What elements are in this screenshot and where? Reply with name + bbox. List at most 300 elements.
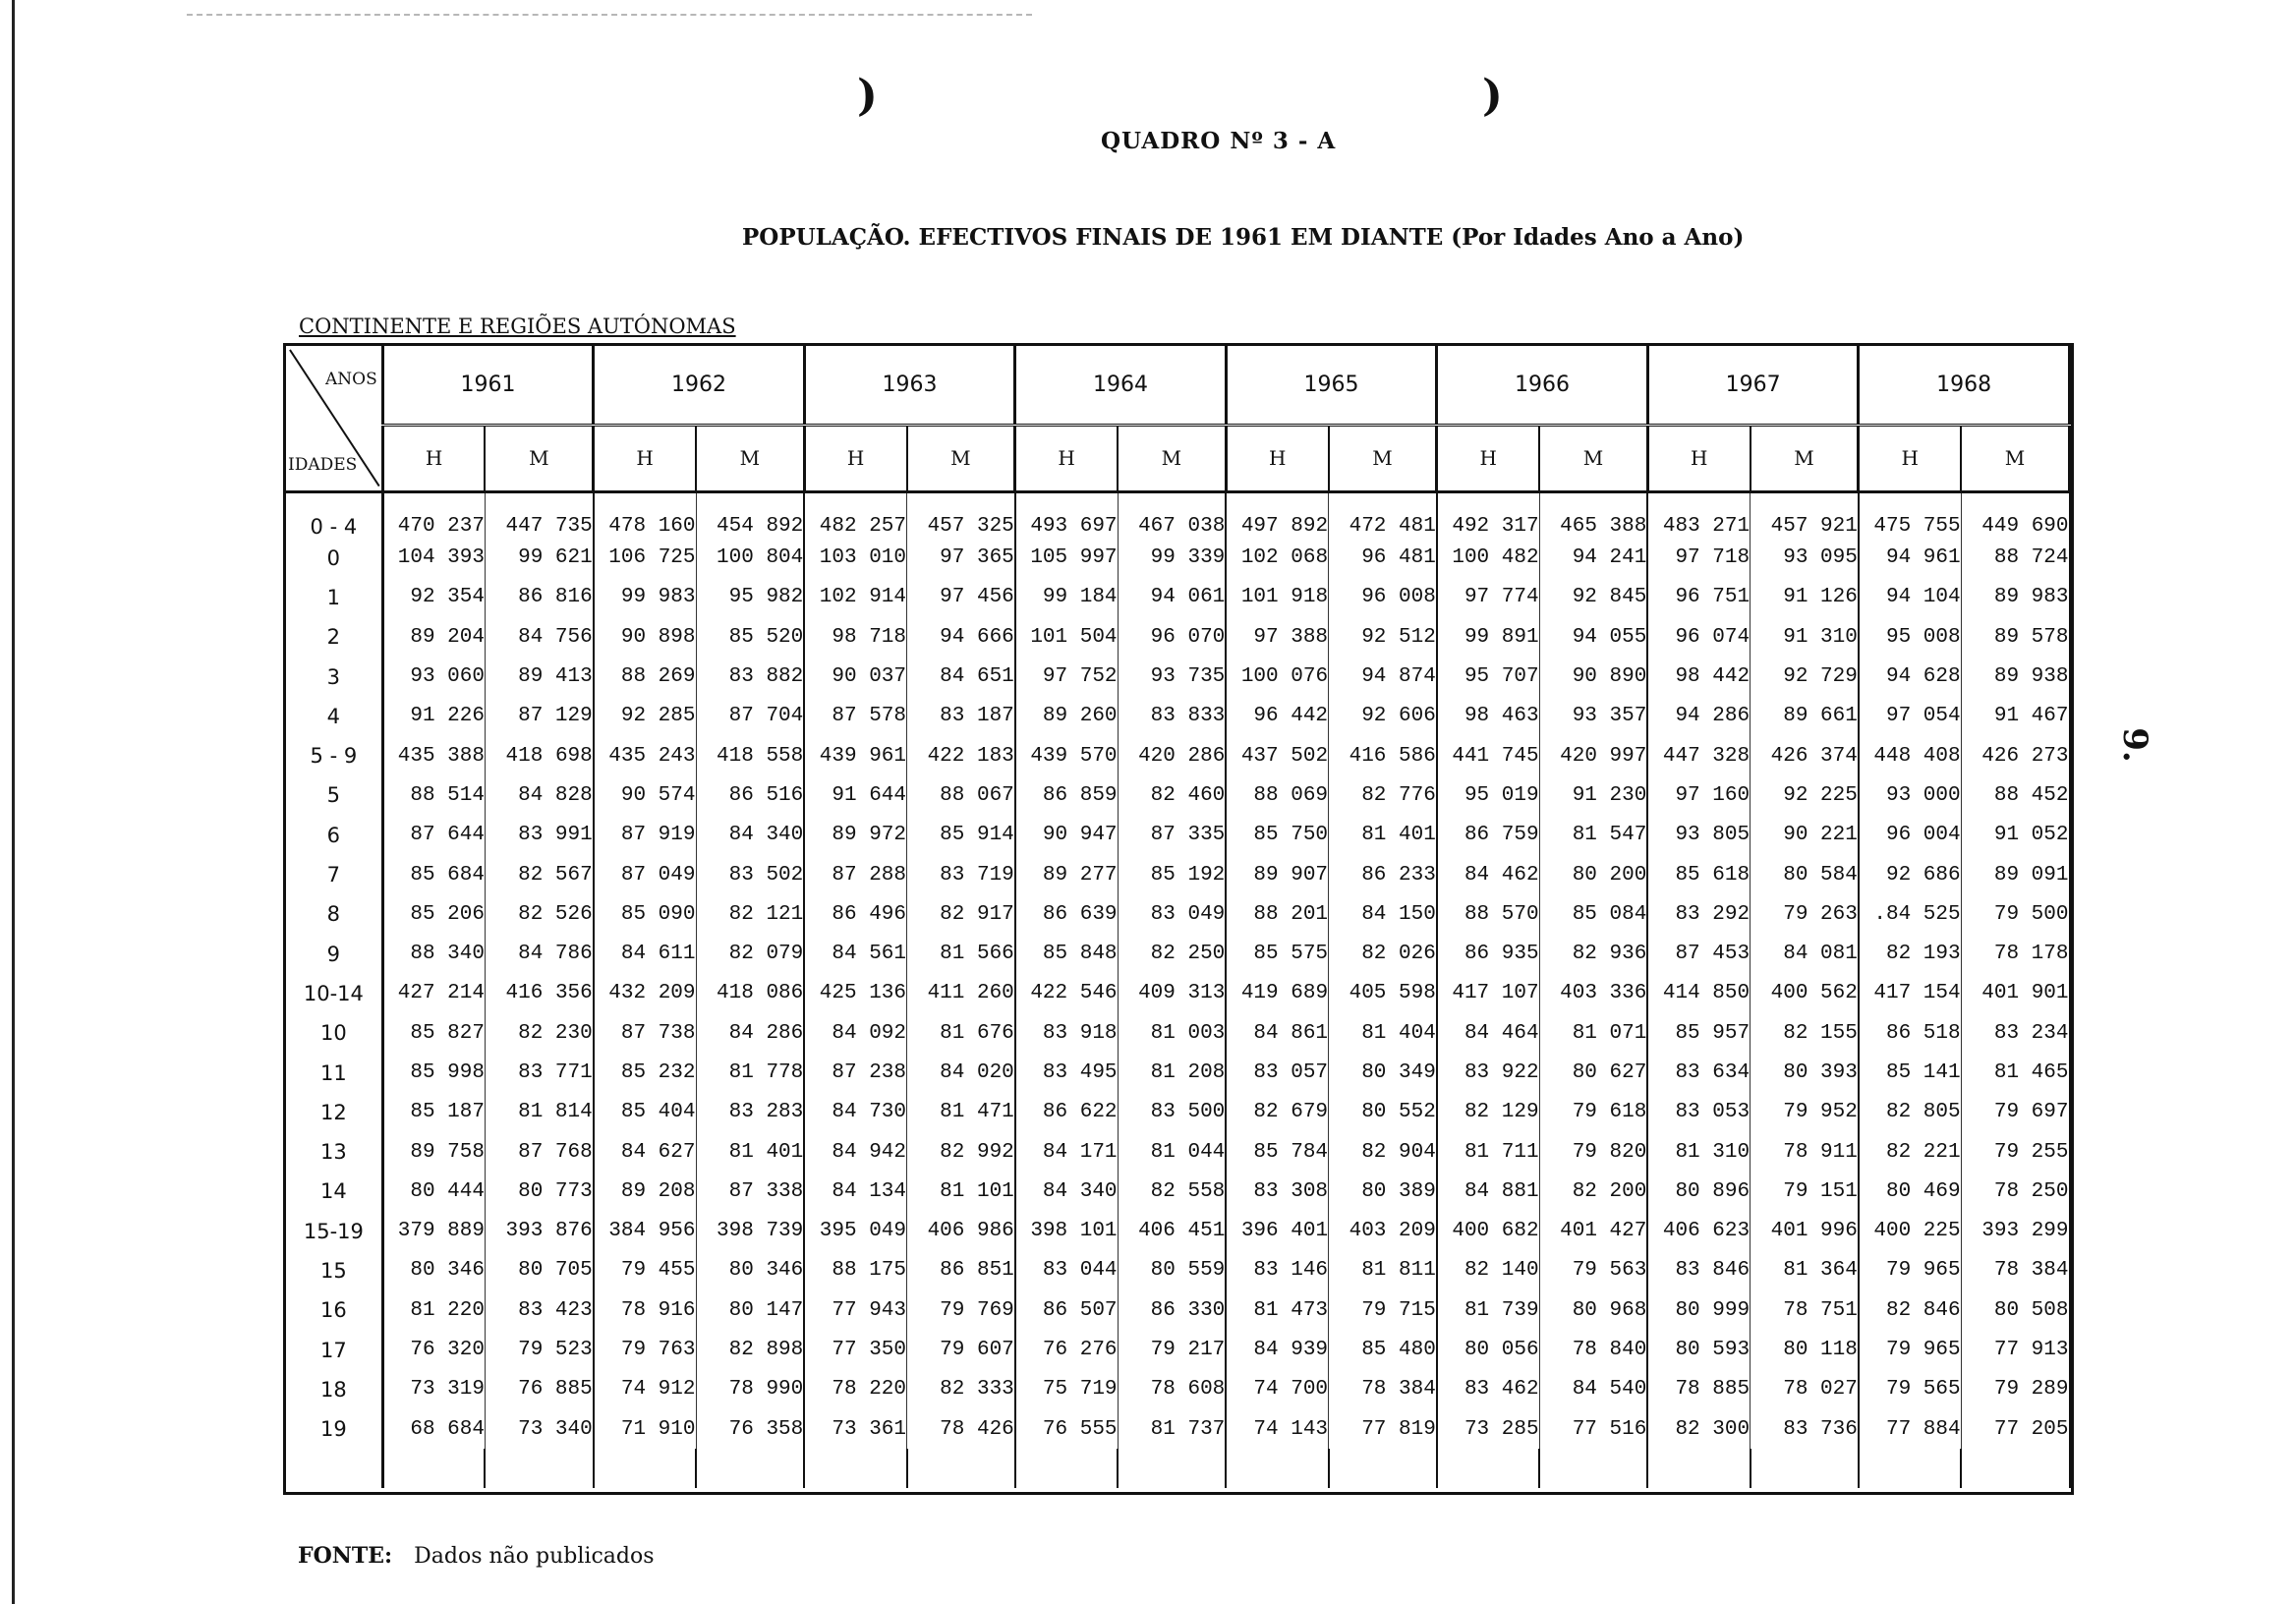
cell-mulheres: 96 481 bbox=[1329, 539, 1437, 578]
cell-homens: 83 495 bbox=[1015, 1053, 1118, 1092]
cell-mulheres: 80 627 bbox=[1539, 1053, 1647, 1092]
sex-header-h: H bbox=[1015, 425, 1118, 491]
table-number: QUADRO Nº 3 - A bbox=[1101, 128, 1337, 154]
cell-mulheres: 401 427 bbox=[1539, 1212, 1647, 1251]
cell-homens: 81 711 bbox=[1437, 1132, 1539, 1172]
cell-homens: 80 469 bbox=[1859, 1172, 1961, 1211]
cell-homens: 379 889 bbox=[382, 1212, 485, 1251]
cell-mulheres: 81 364 bbox=[1751, 1251, 1859, 1290]
cell-homens: 439 961 bbox=[804, 736, 906, 775]
cell-mulheres: 393 876 bbox=[485, 1212, 593, 1251]
cell-mulheres: 95 982 bbox=[696, 578, 804, 617]
cell-mulheres: 87 335 bbox=[1118, 816, 1226, 855]
cell-homens: 105 997 bbox=[1015, 539, 1118, 578]
cell-mulheres: 78 911 bbox=[1751, 1132, 1859, 1172]
cell-mulheres: 83 283 bbox=[696, 1093, 804, 1132]
cell-homens: 417 154 bbox=[1859, 974, 1961, 1013]
cell-homens: 427 214 bbox=[382, 974, 485, 1013]
cell-homens: 85 957 bbox=[1647, 1013, 1750, 1053]
year-header: 1962 bbox=[594, 346, 805, 425]
cell-homens: 82 221 bbox=[1859, 1132, 1961, 1172]
cell-homens: 406 623 bbox=[1647, 1212, 1750, 1251]
cell-homens: 73 361 bbox=[804, 1409, 906, 1449]
cell-homens: 75 719 bbox=[1015, 1370, 1118, 1409]
cell-homens: 86 507 bbox=[1015, 1290, 1118, 1330]
cell-homens: 90 898 bbox=[594, 617, 696, 657]
cell-homens: 85 187 bbox=[382, 1093, 485, 1132]
cell-homens: 80 593 bbox=[1647, 1330, 1750, 1369]
cell-mulheres: 401 996 bbox=[1751, 1212, 1859, 1251]
age-label: 15 bbox=[286, 1251, 382, 1290]
spacer-cell bbox=[1437, 1449, 1539, 1488]
sex-header-m: M bbox=[1961, 425, 2069, 491]
cell-homens: 384 956 bbox=[594, 1212, 696, 1251]
cell-mulheres: 76 885 bbox=[485, 1370, 593, 1409]
cell-homens: 441 745 bbox=[1437, 736, 1539, 775]
cell-mulheres: 83 187 bbox=[907, 697, 1015, 736]
table-row bbox=[286, 1093, 2070, 1132]
cell-mulheres: 83 234 bbox=[1961, 1013, 2069, 1053]
table-row bbox=[286, 657, 2070, 696]
cell-mulheres: 78 990 bbox=[696, 1370, 804, 1409]
cell-mulheres: 79 952 bbox=[1751, 1093, 1859, 1132]
cell-mulheres: 97 365 bbox=[907, 539, 1015, 578]
cell-mulheres: 94 061 bbox=[1118, 578, 1226, 617]
cell-homens: 88 201 bbox=[1226, 894, 1328, 934]
cell-mulheres: 92 512 bbox=[1329, 617, 1437, 657]
cell-homens: 83 922 bbox=[1437, 1053, 1539, 1092]
table-row bbox=[286, 1290, 2070, 1330]
cell-homens: 92 686 bbox=[1859, 855, 1961, 894]
cell-homens: 74 912 bbox=[594, 1370, 696, 1409]
cell-homens: 84 881 bbox=[1437, 1172, 1539, 1211]
cell-homens: 79 565 bbox=[1859, 1370, 1961, 1409]
cell-mulheres: 82 121 bbox=[696, 894, 804, 934]
cell-mulheres: 82 333 bbox=[907, 1370, 1015, 1409]
table-row bbox=[286, 1013, 2070, 1053]
cell-mulheres: 90 890 bbox=[1539, 657, 1647, 696]
cell-homens: 78 885 bbox=[1647, 1370, 1750, 1409]
cell-mulheres: 85 084 bbox=[1539, 894, 1647, 934]
age-label: 17 bbox=[286, 1330, 382, 1369]
cell-mulheres: 80 118 bbox=[1751, 1330, 1859, 1369]
spacer-cell bbox=[696, 1449, 804, 1488]
source-note bbox=[298, 1543, 655, 1569]
cell-homens: 93 000 bbox=[1859, 775, 1961, 815]
cell-homens: 86 859 bbox=[1015, 775, 1118, 815]
cell-homens: 103 010 bbox=[804, 539, 906, 578]
cell-mulheres: 418 086 bbox=[696, 974, 804, 1013]
cell-mulheres: 81 778 bbox=[696, 1053, 804, 1092]
cell-homens: 97 054 bbox=[1859, 697, 1961, 736]
cell-mulheres: 88 067 bbox=[907, 775, 1015, 815]
spacer-cell bbox=[286, 1449, 382, 1488]
cell-homens: 96 074 bbox=[1647, 617, 1750, 657]
cell-homens: 104 393 bbox=[382, 539, 485, 578]
cell-homens: 89 972 bbox=[804, 816, 906, 855]
cell-homens: 84 464 bbox=[1437, 1013, 1539, 1053]
cell-mulheres: 93 735 bbox=[1118, 657, 1226, 696]
cell-mulheres: 82 460 bbox=[1118, 775, 1226, 815]
cell-mulheres: 401 901 bbox=[1961, 974, 2069, 1013]
cell-homens: 82 140 bbox=[1437, 1251, 1539, 1290]
sex-header-m: M bbox=[1539, 425, 1647, 491]
cell-homens: 82 805 bbox=[1859, 1093, 1961, 1132]
cell-homens: 83 146 bbox=[1226, 1251, 1328, 1290]
cell-homens: 400 225 bbox=[1859, 1212, 1961, 1251]
cell-mulheres: 78 426 bbox=[907, 1409, 1015, 1449]
cell-homens: 97 160 bbox=[1647, 775, 1750, 815]
cell-mulheres: 80 389 bbox=[1329, 1172, 1437, 1211]
table-row bbox=[286, 1370, 2070, 1409]
cell-mulheres: 82 936 bbox=[1539, 934, 1647, 973]
cell-homens: 435 243 bbox=[594, 736, 696, 775]
cell-mulheres: 426 273 bbox=[1961, 736, 2069, 775]
cell-mulheres: 418 558 bbox=[696, 736, 804, 775]
cell-homens: 492 317 bbox=[1437, 491, 1539, 539]
sex-header-h: H bbox=[804, 425, 906, 491]
spacer-cell bbox=[1961, 1449, 2069, 1488]
cell-mulheres: 426 374 bbox=[1751, 736, 1859, 775]
spacer-cell bbox=[1226, 1449, 1328, 1488]
table-row bbox=[286, 617, 2070, 657]
cell-homens: 91 644 bbox=[804, 775, 906, 815]
population-table-frame bbox=[283, 343, 2074, 1495]
cell-mulheres: 100 804 bbox=[696, 539, 804, 578]
cell-homens: 84 561 bbox=[804, 934, 906, 973]
table-row bbox=[286, 1409, 2070, 1449]
cell-mulheres: 80 147 bbox=[696, 1290, 804, 1330]
cell-homens: 83 634 bbox=[1647, 1053, 1750, 1092]
cell-homens: 92 354 bbox=[382, 578, 485, 617]
cell-mulheres: 79 563 bbox=[1539, 1251, 1647, 1290]
cell-mulheres: 78 250 bbox=[1961, 1172, 2069, 1211]
cell-homens: 96 004 bbox=[1859, 816, 1961, 855]
cell-homens: 88 269 bbox=[594, 657, 696, 696]
cell-homens: 96 442 bbox=[1226, 697, 1328, 736]
cell-homens: 85 404 bbox=[594, 1093, 696, 1132]
cell-mulheres: 82 904 bbox=[1329, 1132, 1437, 1172]
cell-mulheres: 82 898 bbox=[696, 1330, 804, 1369]
spacer-cell bbox=[804, 1449, 906, 1488]
cell-homens: 73 285 bbox=[1437, 1409, 1539, 1449]
cell-mulheres: 85 914 bbox=[907, 816, 1015, 855]
cell-mulheres: 93 357 bbox=[1539, 697, 1647, 736]
cell-mulheres: 81 676 bbox=[907, 1013, 1015, 1053]
cell-mulheres: 84 540 bbox=[1539, 1370, 1647, 1409]
cell-mulheres: 92 729 bbox=[1751, 657, 1859, 696]
page-number: 9. bbox=[2114, 727, 2154, 763]
age-label: 6 bbox=[286, 816, 382, 855]
cell-mulheres: 81 401 bbox=[696, 1132, 804, 1172]
spacer-cell bbox=[594, 1449, 696, 1488]
cell-mulheres: 79 500 bbox=[1961, 894, 2069, 934]
cell-homens: 89 907 bbox=[1226, 855, 1328, 894]
sex-header-m: M bbox=[1118, 425, 1226, 491]
cell-mulheres: 96 070 bbox=[1118, 617, 1226, 657]
age-label: 8 bbox=[286, 894, 382, 934]
cell-mulheres: 81 811 bbox=[1329, 1251, 1437, 1290]
cell-homens: 89 260 bbox=[1015, 697, 1118, 736]
age-label: 4 bbox=[286, 697, 382, 736]
cell-mulheres: 83 049 bbox=[1118, 894, 1226, 934]
sex-header-m: M bbox=[485, 425, 593, 491]
cell-mulheres: 82 526 bbox=[485, 894, 593, 934]
cell-homens: 88 514 bbox=[382, 775, 485, 815]
cell-mulheres: 82 567 bbox=[485, 855, 593, 894]
cell-mulheres: 91 310 bbox=[1751, 617, 1859, 657]
cell-mulheres: 97 456 bbox=[907, 578, 1015, 617]
table-row bbox=[286, 1172, 2070, 1211]
cell-homens: 83 292 bbox=[1647, 894, 1750, 934]
cell-mulheres: 78 027 bbox=[1751, 1370, 1859, 1409]
population-table bbox=[286, 346, 2071, 1488]
cell-homens: 84 942 bbox=[804, 1132, 906, 1172]
cell-homens: 89 758 bbox=[382, 1132, 485, 1172]
table-row bbox=[286, 539, 2070, 578]
cell-mulheres: 467 038 bbox=[1118, 491, 1226, 539]
cell-homens: 98 718 bbox=[804, 617, 906, 657]
table-row bbox=[286, 697, 2070, 736]
spacer-cell bbox=[1859, 1449, 1961, 1488]
cell-mulheres: 91 230 bbox=[1539, 775, 1647, 815]
cell-mulheres: 79 523 bbox=[485, 1330, 593, 1369]
table-row bbox=[286, 934, 2070, 973]
cell-mulheres: 449 690 bbox=[1961, 491, 2069, 539]
cell-mulheres: 80 584 bbox=[1751, 855, 1859, 894]
cell-mulheres: 84 828 bbox=[485, 775, 593, 815]
document-title: POPULAÇÃO. EFECTIVOS FINAIS DE 1961 EM DIANTE (Por Idades Ano a Ano) bbox=[742, 224, 1745, 251]
cell-mulheres: 81 465 bbox=[1961, 1053, 2069, 1092]
spacer-cell bbox=[1329, 1449, 1437, 1488]
cell-mulheres: 83 500 bbox=[1118, 1093, 1226, 1132]
cell-mulheres: 411 260 bbox=[907, 974, 1015, 1013]
table-row bbox=[286, 816, 2070, 855]
cell-homens: 97 774 bbox=[1437, 578, 1539, 617]
cell-homens: 84 939 bbox=[1226, 1330, 1328, 1369]
cell-homens: 87 288 bbox=[804, 855, 906, 894]
cell-mulheres: 83 423 bbox=[485, 1290, 593, 1330]
cell-mulheres: 91 467 bbox=[1961, 697, 2069, 736]
cell-mulheres: 89 413 bbox=[485, 657, 593, 696]
cell-mulheres: 80 705 bbox=[485, 1251, 593, 1290]
cell-mulheres: 82 250 bbox=[1118, 934, 1226, 973]
cell-mulheres: 83 502 bbox=[696, 855, 804, 894]
cell-homens: 85 684 bbox=[382, 855, 485, 894]
age-label: 7 bbox=[286, 855, 382, 894]
cell-homens: 448 408 bbox=[1859, 736, 1961, 775]
table-row bbox=[286, 491, 2070, 539]
cell-mulheres: 82 026 bbox=[1329, 934, 1437, 973]
cell-homens: 78 220 bbox=[804, 1370, 906, 1409]
cell-homens: 86 518 bbox=[1859, 1013, 1961, 1053]
cell-homens: 400 682 bbox=[1437, 1212, 1539, 1251]
cell-homens: 93 060 bbox=[382, 657, 485, 696]
cell-mulheres: 87 338 bbox=[696, 1172, 804, 1211]
age-label: 15-19 bbox=[286, 1212, 382, 1251]
cell-mulheres: 91 052 bbox=[1961, 816, 2069, 855]
cell-mulheres: 79 607 bbox=[907, 1330, 1015, 1369]
cell-homens: 85 090 bbox=[594, 894, 696, 934]
cell-homens: 475 755 bbox=[1859, 491, 1961, 539]
cell-mulheres: 403 209 bbox=[1329, 1212, 1437, 1251]
cell-homens: 85 784 bbox=[1226, 1132, 1328, 1172]
cell-mulheres: 79 217 bbox=[1118, 1330, 1226, 1369]
cell-mulheres: 86 816 bbox=[485, 578, 593, 617]
cell-mulheres: 76 358 bbox=[696, 1409, 804, 1449]
region-label: CONTINENTE E REGIÕES AUTÓNOMAS bbox=[299, 315, 736, 338]
cell-mulheres: 89 578 bbox=[1961, 617, 2069, 657]
cell-homens: 86 622 bbox=[1015, 1093, 1118, 1132]
cell-homens: 398 101 bbox=[1015, 1212, 1118, 1251]
cell-mulheres: 87 768 bbox=[485, 1132, 593, 1172]
cell-homens: 100 076 bbox=[1226, 657, 1328, 696]
cell-mulheres: 465 388 bbox=[1539, 491, 1647, 539]
cell-mulheres: 78 840 bbox=[1539, 1330, 1647, 1369]
cell-mulheres: 83 736 bbox=[1751, 1409, 1859, 1449]
table-row bbox=[286, 894, 2070, 934]
cell-homens: 99 891 bbox=[1437, 617, 1539, 657]
cell-mulheres: 83 991 bbox=[485, 816, 593, 855]
spacer-cell bbox=[1647, 1449, 1750, 1488]
cell-homens: 85 206 bbox=[382, 894, 485, 934]
cell-mulheres: 403 336 bbox=[1539, 974, 1647, 1013]
cell-mulheres: 398 739 bbox=[696, 1212, 804, 1251]
cell-homens: 419 689 bbox=[1226, 974, 1328, 1013]
cell-mulheres: 89 983 bbox=[1961, 578, 2069, 617]
cell-homens: 95 707 bbox=[1437, 657, 1539, 696]
cell-homens: 87 049 bbox=[594, 855, 696, 894]
cell-mulheres: 88 452 bbox=[1961, 775, 2069, 815]
cell-homens: 83 846 bbox=[1647, 1251, 1750, 1290]
cell-mulheres: 85 480 bbox=[1329, 1330, 1437, 1369]
cell-homens: 106 725 bbox=[594, 539, 696, 578]
cell-homens: 102 068 bbox=[1226, 539, 1328, 578]
cell-homens: 68 684 bbox=[382, 1409, 485, 1449]
cell-mulheres: 87 704 bbox=[696, 697, 804, 736]
age-label: 13 bbox=[286, 1132, 382, 1172]
cell-homens: 478 160 bbox=[594, 491, 696, 539]
table-row bbox=[286, 1053, 2070, 1092]
cell-mulheres: 81 003 bbox=[1118, 1013, 1226, 1053]
cell-mulheres: 457 921 bbox=[1751, 491, 1859, 539]
cell-mulheres: 80 508 bbox=[1961, 1290, 2069, 1330]
cell-homens: 81 739 bbox=[1437, 1290, 1539, 1330]
cell-homens: 80 896 bbox=[1647, 1172, 1750, 1211]
cell-homens: 71 910 bbox=[594, 1409, 696, 1449]
year-header: 1967 bbox=[1647, 346, 1859, 425]
cell-homens: 94 628 bbox=[1859, 657, 1961, 696]
cell-homens: 83 053 bbox=[1647, 1093, 1750, 1132]
cell-homens: 79 763 bbox=[594, 1330, 696, 1369]
cell-homens: 86 935 bbox=[1437, 934, 1539, 973]
cell-homens: 447 328 bbox=[1647, 736, 1750, 775]
cell-mulheres: 79 715 bbox=[1329, 1290, 1437, 1330]
cell-homens: 83 918 bbox=[1015, 1013, 1118, 1053]
cell-mulheres: 80 552 bbox=[1329, 1093, 1437, 1132]
cell-mulheres: 406 986 bbox=[907, 1212, 1015, 1251]
age-label: 5 - 9 bbox=[286, 736, 382, 775]
table-corner-header bbox=[286, 346, 382, 491]
cell-homens: 81 220 bbox=[382, 1290, 485, 1330]
table-row bbox=[286, 1132, 2070, 1172]
cell-mulheres: 78 384 bbox=[1961, 1251, 2069, 1290]
cell-homens: 77 350 bbox=[804, 1330, 906, 1369]
age-label: 10-14 bbox=[286, 974, 382, 1013]
cell-mulheres: 81 101 bbox=[907, 1172, 1015, 1211]
cell-mulheres: 79 263 bbox=[1751, 894, 1859, 934]
cell-mulheres: 80 773 bbox=[485, 1172, 593, 1211]
year-header: 1963 bbox=[804, 346, 1015, 425]
cell-mulheres: 89 938 bbox=[1961, 657, 2069, 696]
cell-homens: 84 462 bbox=[1437, 855, 1539, 894]
cell-mulheres: 79 151 bbox=[1751, 1172, 1859, 1211]
cell-homens: 85 998 bbox=[382, 1053, 485, 1092]
cell-homens: 79 965 bbox=[1859, 1330, 1961, 1369]
sex-header-h: H bbox=[1437, 425, 1539, 491]
cell-homens: 83 462 bbox=[1437, 1370, 1539, 1409]
sex-header-m: M bbox=[696, 425, 804, 491]
cell-homens: 87 578 bbox=[804, 697, 906, 736]
cell-homens: 83 044 bbox=[1015, 1251, 1118, 1290]
cell-mulheres: 79 618 bbox=[1539, 1093, 1647, 1132]
cell-mulheres: 472 481 bbox=[1329, 491, 1437, 539]
cell-mulheres: 78 608 bbox=[1118, 1370, 1226, 1409]
cell-homens: 87 919 bbox=[594, 816, 696, 855]
page-margin-rule bbox=[12, 0, 15, 1604]
cell-homens: 95 019 bbox=[1437, 775, 1539, 815]
cell-mulheres: 79 255 bbox=[1961, 1132, 2069, 1172]
cell-homens: 88 069 bbox=[1226, 775, 1328, 815]
cell-mulheres: 406 451 bbox=[1118, 1212, 1226, 1251]
spacer-cell bbox=[1118, 1449, 1226, 1488]
cell-homens: 425 136 bbox=[804, 974, 906, 1013]
cell-mulheres: 457 325 bbox=[907, 491, 1015, 539]
cell-homens: 396 401 bbox=[1226, 1212, 1328, 1251]
cell-mulheres: 416 586 bbox=[1329, 736, 1437, 775]
cell-mulheres: 80 349 bbox=[1329, 1053, 1437, 1092]
spacer-cell bbox=[1015, 1449, 1118, 1488]
cell-mulheres: 418 698 bbox=[485, 736, 593, 775]
cell-homens: 84 861 bbox=[1226, 1013, 1328, 1053]
cell-mulheres: 90 221 bbox=[1751, 816, 1859, 855]
spacer-cell bbox=[1751, 1449, 1859, 1488]
corner-label-years: ANOS bbox=[324, 370, 377, 389]
cell-homens: 395 049 bbox=[804, 1212, 906, 1251]
scan-artifact-line bbox=[187, 14, 1032, 18]
cell-mulheres: 85 192 bbox=[1118, 855, 1226, 894]
cell-mulheres: 77 819 bbox=[1329, 1409, 1437, 1449]
age-label: 12 bbox=[286, 1093, 382, 1132]
spacer-cell bbox=[907, 1449, 1015, 1488]
cell-mulheres: 92 606 bbox=[1329, 697, 1437, 736]
cell-homens: 99 983 bbox=[594, 578, 696, 617]
cell-mulheres: 83 882 bbox=[696, 657, 804, 696]
table-row bbox=[286, 1212, 2070, 1251]
cell-mulheres: 80 346 bbox=[696, 1251, 804, 1290]
cell-homens: 83 308 bbox=[1226, 1172, 1328, 1211]
cell-homens: 497 892 bbox=[1226, 491, 1328, 539]
cell-homens: 78 916 bbox=[594, 1290, 696, 1330]
cell-mulheres: 81 044 bbox=[1118, 1132, 1226, 1172]
cell-mulheres: 84 756 bbox=[485, 617, 593, 657]
cell-homens: 90 574 bbox=[594, 775, 696, 815]
cell-homens: 493 697 bbox=[1015, 491, 1118, 539]
cell-homens: 99 184 bbox=[1015, 578, 1118, 617]
cell-homens: 84 730 bbox=[804, 1093, 906, 1132]
cell-homens: 94 286 bbox=[1647, 697, 1750, 736]
cell-mulheres: 79 769 bbox=[907, 1290, 1015, 1330]
